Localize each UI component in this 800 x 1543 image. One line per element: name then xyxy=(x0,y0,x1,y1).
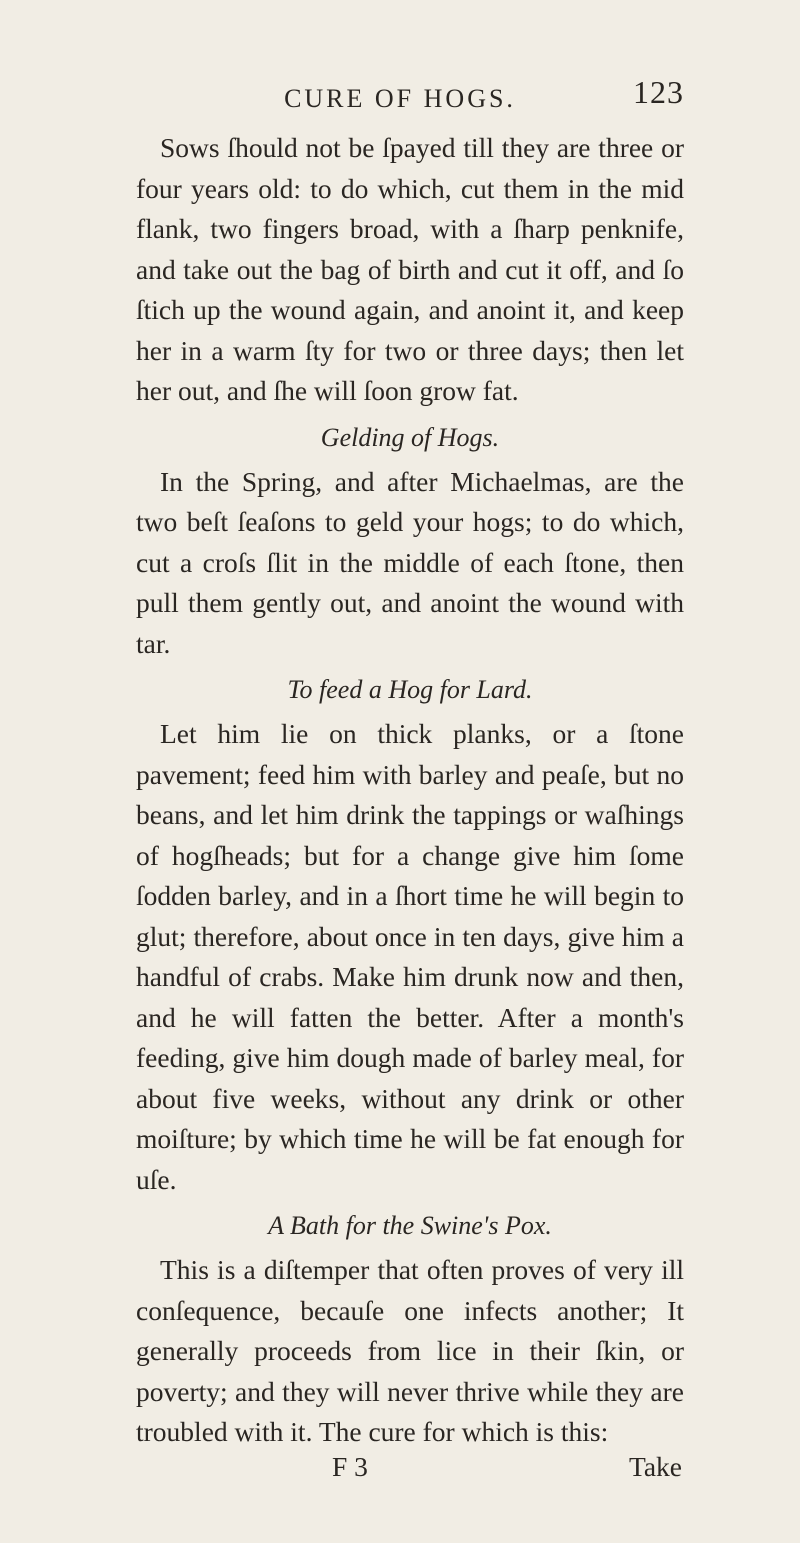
page-body xyxy=(136,128,684,1491)
heading-feed-hog-for-lard: To feed a Hog for Lard. xyxy=(287,675,533,704)
heading-bath-swine-pox: A Bath for the Swine's Pox. xyxy=(268,1211,552,1240)
paragraph-sows-spaying: Sows ſhould not be ſpayed till they are three or four years old: to do which, cut them in the mid flank, two fingers broad, with a ſharp penknife, and take out the bag of birth and cut it off, and ſo ſtich up the wound again, and anoint it, and keep her in a warm ſty for two or three days; then let her out, and ſhe will ſoon grow fat. xyxy=(136,132,684,406)
signature-mark: F 3 xyxy=(332,1450,368,1482)
running-head: CURE OF HOGS. xyxy=(284,84,516,113)
paragraph-gelding: In the Spring, and after Michaelmas, are the two beſt ſeaſons to geld your hogs; to do which, cut a croſs ſlit in the middle of each ſtone, then pull them gently out, and anoint the wound with tar. xyxy=(136,465,684,659)
page-footer xyxy=(136,1451,684,1491)
page-number: 123 xyxy=(633,74,684,110)
paragraph-feed-hog: Let him lie on thick planks, or a ſtone pavement; feed him with barley and peaſe, but no beans, and let him drink the tappings or waſhings of hogſheads; but for a change give him ſome ſodden barley, and in a ſhort time he will begin to glut; therefore, about once in ten days, give him a handful of crabs. Make him drunk now and then, and he will fatten the better. After a month's feeding, give him dough made of barley meal, for about five weeks, without any drink or other moiſture; by which time he will be fat enough for uſe. xyxy=(136,718,684,1195)
heading-gelding-of-hogs: Gelding of Hogs. xyxy=(320,422,500,452)
catchword: Take xyxy=(628,1450,682,1482)
paragraph-swine-pox: This is a diſtemper that often proves of very ill conſequence, becauſe one infects another; It generally proceeds from lice in their ſkin, or poverty; and they will never thrive while they are troubled with it. The cure for which is this: xyxy=(136,1254,684,1447)
